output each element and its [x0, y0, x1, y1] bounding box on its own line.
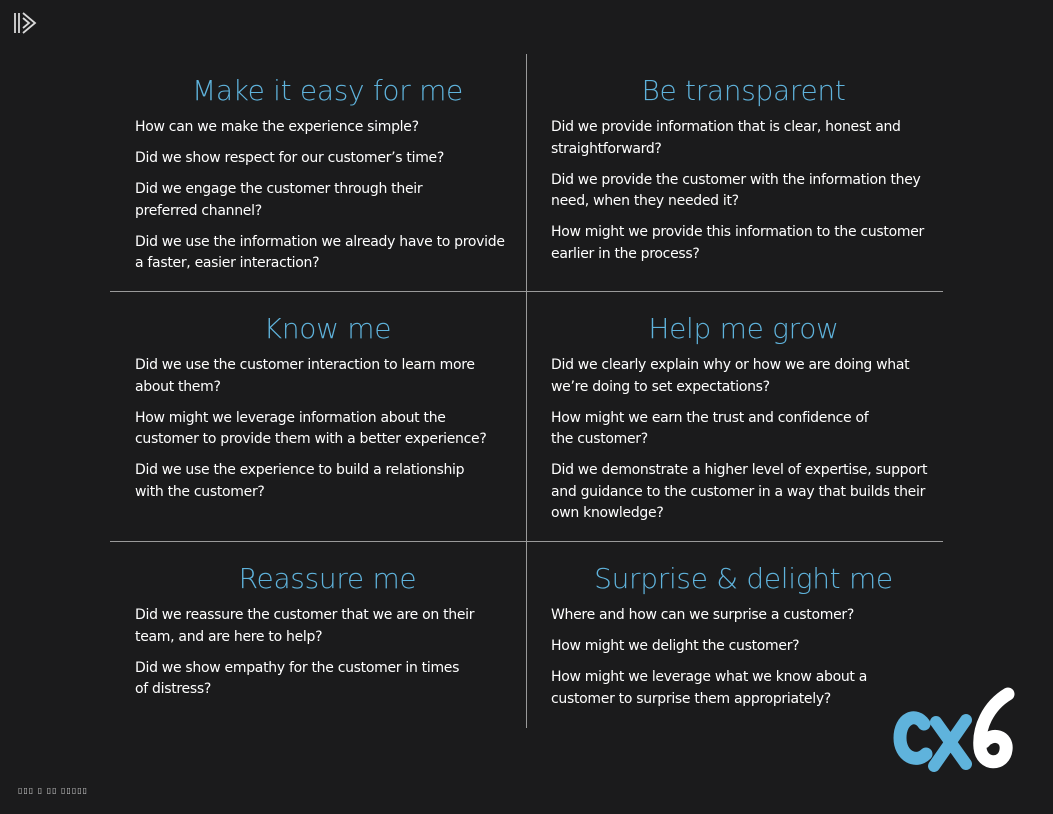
question-list	[551, 355, 936, 525]
question-item: Did we use the customer interaction to learn more about them?	[135, 357, 475, 395]
question-item: Did we demonstrate a higher level of expertise, support and guidance to the customer in a way that builds their own knowledge?	[551, 462, 928, 521]
quadrant-help-me-grow	[551, 311, 936, 525]
quadrant-be-transparent	[551, 73, 936, 265]
quadrant-title: Reassure me	[238, 562, 417, 595]
question-item: How might we delight the customer?	[551, 638, 800, 654]
question-list	[551, 117, 936, 265]
question-item: Where and how can we surprise a customer?	[551, 607, 854, 623]
question-item: Did we use the experience to build a relationship with the customer?	[135, 462, 465, 500]
question-item: How might we earn the trust and confidence of the customer?	[551, 409, 869, 447]
question-item: Did we provide information that is clear, honest and straightforward?	[551, 119, 901, 157]
question-item: How might we provide this information to the customer earlier in the process?	[551, 224, 924, 262]
horizontal-divider-top	[110, 291, 943, 292]
quadrant-title: Know me	[263, 312, 392, 345]
question-list	[135, 117, 520, 275]
cx6-logo	[890, 684, 1018, 776]
question-item: Did we show empathy for the customer in times of distress?	[135, 659, 460, 697]
question-item: How might we leverage information about the customer to provide them with a better experience?	[135, 409, 487, 447]
question-item: Did we engage the customer through their preferred channel?	[135, 181, 423, 219]
question-list	[551, 605, 936, 710]
quadrant-title: Be transparent	[641, 74, 846, 107]
footer-note-glyphs: ▯▯▯ ▯ ▯▯ ▯▯▯▯▯	[18, 786, 89, 795]
horizontal-divider-bottom	[110, 541, 943, 542]
vertical-divider	[526, 54, 527, 728]
play-chevron-logo-icon	[12, 10, 38, 36]
question-item: How can we make the experience simple?	[135, 119, 419, 135]
quadrant-title: Surprise & delight me	[594, 562, 893, 595]
question-item: Did we reassure the customer that we are on their team, and are here to help?	[135, 607, 475, 645]
question-list	[135, 355, 520, 503]
question-item: Did we provide the customer with the information they need, when they needed it?	[551, 171, 921, 209]
quadrant-know-me	[135, 311, 520, 503]
quadrant-title: Help me grow	[648, 312, 839, 345]
quadrant-surprise-delight	[551, 561, 936, 710]
question-list	[135, 605, 520, 701]
quadrant-title: Make it easy for me	[192, 74, 463, 107]
quadrant-reassure-me	[135, 561, 520, 701]
question-item: Did we clearly explain why or how we are doing what we’re doing to set expectations?	[551, 357, 910, 395]
question-item: Did we show respect for our customer’s time?	[135, 150, 444, 166]
quadrant-make-it-easy	[135, 73, 520, 275]
question-item: How might we leverage what we know about a customer to surprise them appropriately?	[551, 669, 868, 707]
question-item: Did we use the information we already have to provide a faster, easier interaction?	[135, 233, 505, 271]
